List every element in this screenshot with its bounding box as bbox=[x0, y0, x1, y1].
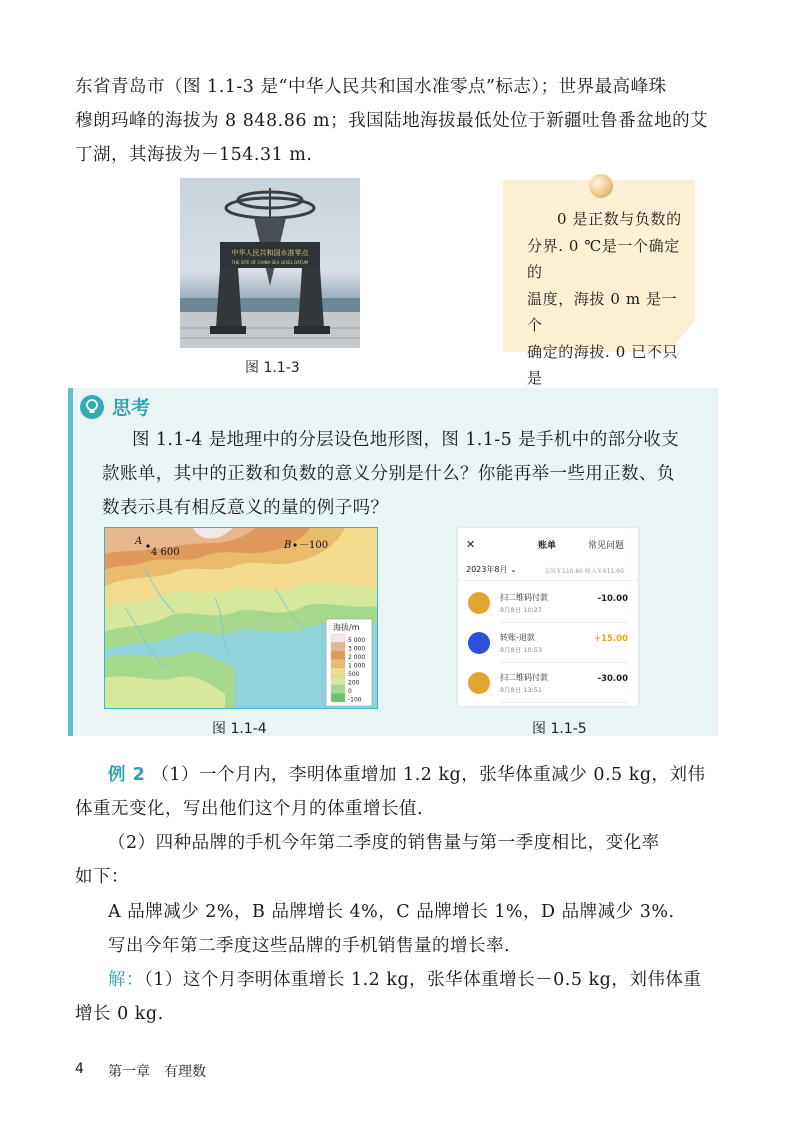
bill-row-date: 8月8日 13:51 bbox=[500, 686, 543, 694]
page-number: 4 bbox=[75, 1061, 84, 1077]
point-a-value: 4 600 bbox=[151, 547, 180, 558]
legend-swatch bbox=[331, 660, 345, 669]
datum-monument-photo bbox=[180, 178, 360, 348]
month-label: 2023年8月 bbox=[466, 565, 508, 574]
sign-cn-text: 中华人民共和国水准零点 bbox=[231, 249, 309, 257]
legend-level-label: -100 bbox=[348, 696, 362, 704]
legend-level-label: 200 bbox=[348, 679, 360, 687]
row-divider bbox=[500, 662, 628, 663]
figure-caption-1-1-4: 图 1.1-4 bbox=[212, 721, 267, 737]
example-line-3: （2）四种品牌的手机今年第二季度的销售量与第一季度相比，变化率 bbox=[108, 833, 660, 853]
example-line-5: A 品牌减少 2%，B 品牌增长 4%，C 品牌增长 1%，D 品牌减少 3%. bbox=[108, 902, 675, 922]
think-line: 图 1.1-4 是地理中的分层设色地形图，图 1.1-5 是手机中的部分收支 bbox=[132, 430, 680, 450]
note-line: 确定的海拔. 0 已不只是 bbox=[527, 342, 679, 387]
legend-level-label: 0 bbox=[348, 688, 352, 695]
example-label: 例 2 bbox=[108, 765, 146, 785]
note-line: 0 是正数与负数的 bbox=[557, 210, 682, 228]
bill-title: 账单 bbox=[538, 541, 557, 551]
bill-summary: 支出￥110.60 收入￥611.60 bbox=[544, 568, 624, 575]
divider bbox=[458, 580, 638, 581]
map-legend-title: 海拔/m bbox=[333, 623, 360, 632]
legend-level-label: 3 000 bbox=[348, 645, 366, 653]
legend-swatch bbox=[331, 685, 345, 694]
point-b-label: B bbox=[284, 540, 292, 551]
solution-line-1 bbox=[75, 963, 725, 998]
legend-swatch bbox=[331, 643, 345, 652]
monument-illustration bbox=[180, 178, 360, 348]
bill-row-amount: -10.00 bbox=[597, 594, 628, 604]
payment-icon bbox=[468, 672, 490, 694]
point-a-label: A bbox=[135, 536, 143, 547]
payment-icon bbox=[468, 592, 490, 614]
example-text: （1）一个月内，李明体重增加 1.2 kg，张华体重减少 0.5 kg，刘伟 bbox=[151, 765, 706, 785]
note-line: 分界. 0 ℃是一个确定的 bbox=[527, 236, 680, 281]
legend-swatch bbox=[331, 694, 345, 703]
bill-row-title[interactable]: 转账-退款 bbox=[500, 633, 535, 642]
lightbulb-icon bbox=[80, 395, 104, 419]
note-line: 温度，海拔 0 m 是一个 bbox=[527, 289, 678, 334]
think-box-accent-bar bbox=[68, 388, 73, 736]
legend-swatch bbox=[331, 677, 345, 686]
legend-swatch bbox=[331, 668, 345, 677]
think-title: 思考 bbox=[112, 397, 151, 419]
think-question bbox=[102, 423, 702, 525]
bill-row-amount: -30.00 bbox=[597, 674, 628, 684]
row-divider bbox=[500, 622, 628, 623]
legend-level-label: 5 000 bbox=[348, 637, 366, 644]
bill-row-date: 8月8日 10:53 bbox=[500, 646, 543, 654]
legend-swatch bbox=[331, 634, 345, 643]
phone-bill-screenshot bbox=[458, 528, 638, 706]
bill-row-date: 8月8日 10:27 bbox=[500, 606, 543, 614]
figure-caption-1-1-5: 图 1.1-5 bbox=[532, 721, 587, 737]
bill-row-amount: +15.00 bbox=[593, 634, 628, 644]
sign-en-text: THE SITE OF CHINA SEA LEVEL DATUM bbox=[231, 260, 309, 265]
bill-row-title[interactable]: 扫二维码付款 bbox=[500, 673, 548, 682]
intro-line-1: 东省青岛市（图 1.1-3 是“中华人民共和国水准零点”标志）；世界最高峰珠 bbox=[75, 77, 667, 97]
intro-line-3: 丁湖，其海拔为－154.31 m. bbox=[75, 145, 313, 165]
solution-text: （1）这个月李明体重增长 1.2 kg，张华体重增长－0.5 kg，刘伟体重 bbox=[144, 970, 702, 990]
topographic-map bbox=[104, 527, 378, 709]
side-note-text bbox=[527, 206, 689, 418]
figure-caption-1-1-3: 图 1.1-3 bbox=[245, 360, 300, 376]
pin-icon bbox=[589, 174, 613, 198]
legend-level-label: 500 bbox=[348, 671, 360, 678]
payment-icon bbox=[468, 632, 490, 654]
chapter-title: 第一章 有理数 bbox=[108, 1064, 206, 1080]
month-selector[interactable] bbox=[466, 564, 517, 575]
bill-row-title[interactable]: 扫二维码付款 bbox=[500, 593, 548, 602]
point-b-value: －100 bbox=[299, 540, 329, 551]
chevron-down-icon: ⌄ bbox=[510, 565, 517, 574]
legend-level-label: 2 000 bbox=[348, 654, 366, 661]
legend-level-label: 1 000 bbox=[348, 662, 366, 670]
faq-link[interactable]: 常见问题 bbox=[588, 541, 625, 551]
example-line-1 bbox=[75, 758, 725, 793]
example-line-4: 如下： bbox=[75, 867, 129, 887]
think-line: 数表示具有相反意义的量的例子吗？ bbox=[102, 498, 389, 518]
solution-line-2: 增长 0 kg. bbox=[75, 1004, 164, 1024]
solution-label: 解： bbox=[108, 970, 144, 990]
row-divider bbox=[500, 702, 628, 703]
example-line-2: 体重无变化，写出他们这个月的体重增长值. bbox=[75, 799, 424, 819]
think-line: 款账单，其中的正数和负数的意义分别是什么？你能再举一些用正数、负 bbox=[102, 464, 675, 484]
map-graphic bbox=[105, 528, 377, 708]
example-line-6: 写出今年第二季度这些品牌的手机销售量的增长率. bbox=[108, 936, 511, 956]
legend-swatch bbox=[331, 651, 345, 660]
intro-line-2: 穆朗玛峰的海拔为 8 848.86 m；我国陆地海拔最低处位于新疆吐鲁番盆地的艾 bbox=[75, 111, 709, 131]
close-icon[interactable]: ✕ bbox=[466, 538, 476, 551]
